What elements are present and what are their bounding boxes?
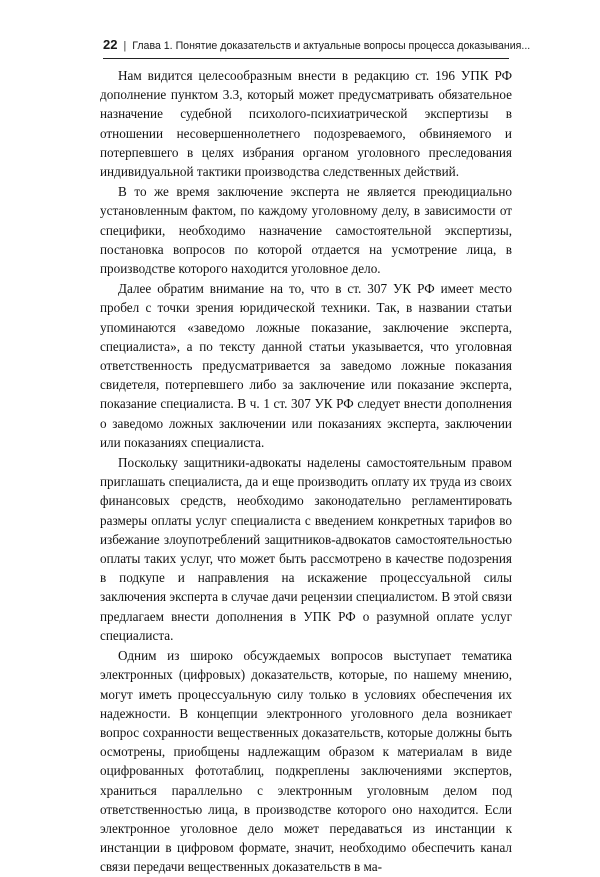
page-number: 22 bbox=[103, 37, 118, 52]
paragraph: Далее обратим внимание на то, что в ст. 307 УК РФ имеет место пробел с точки зрения юридической техники. Так, в названии статьи упоминаются «заведомо ложные показание, заключение эксперта, специалиста», а по тексту данной статьи указывается, что уголовная ответственность предусматривается за заведомо ложные показания свидетеля, потерпевшего либо за заключение или показание эксперта, показание специалиста. В ч. 1 ст. 307 УК РФ следует внести дополнения о заведомо ложных заключении или показаниях эксперта, заключении или показаниях специалиста. bbox=[100, 281, 512, 450]
running-header bbox=[103, 37, 531, 53]
body-text bbox=[100, 66, 512, 877]
header-rule bbox=[103, 58, 509, 59]
paragraph: В то же время заключение эксперта не является преюдициально установленным фактом, по каждому уголовному делу, в зависимости от специфики, необходимо назначение самостоятельной экспертизы, постановка вопросов по которой отдается на усмотрение лица, в производстве которого находится уголовное дело. bbox=[100, 184, 512, 277]
paragraph: Поскольку защитники-адвокаты наделены самостоятельным правом приглашать специалиста, да и еще производить оплату их труда из своих финансовых средств, необходимо законодательно регламентировать размеры оплаты услуг специалиста с введением конкретных тарифов во избежание злоупотреблений защитников-адвокатов самостоятельностью оплаты таких услуг, что может быть рассмотрено в качестве подозрения в подкупе и направления на искажение процессуальной силы заключения эксперта в случае дачи рецензии специалистом. В этой связи предлагаем внести дополнения в УПК РФ о разумной оплате услуг специалиста. bbox=[100, 455, 512, 643]
chapter-title: Глава 1. Понятие доказательств и актуальные вопросы процесса доказывания... bbox=[132, 40, 531, 52]
paragraph: Нам видится целесообразным внести в редакцию ст. 196 УПК РФ дополнение пунктом 3.3, который может предусматривать обязательное назначение судебной психолого-психиатрической экспертизы в отношении несовершеннолетнего подозреваемого, обвиняемого и потерпевшего в целях избрания органом уголовного преследования индивидуальной тактики производства следственных действий. bbox=[100, 68, 512, 180]
header-separator: | bbox=[123, 40, 127, 52]
paragraph: Одним из широко обсуждаемых вопросов выступает тематика электронных (цифровых) доказательств, которые, по нашему мнению, могут иметь процессуальную силу только в условиях обеспечения их надежности. В концепции электронного уголовного дела возникает вопрос сохранности вещественных доказательств, которые должны быть осмотрены, приобщены надлежащим образом к материалам в виде оцифрованных фототаблиц, подкреплены заключениями экспертов, храниться параллельно с электронным уголовным делом под ответственностью лица, в производстве которого оно находится. Если электронное уголовное дело может передаваться из инстанции к инстанции в цифровом формате, значит, необходимо обеспечить канал связи передачи вещественных доказательств в ма- bbox=[100, 648, 512, 875]
